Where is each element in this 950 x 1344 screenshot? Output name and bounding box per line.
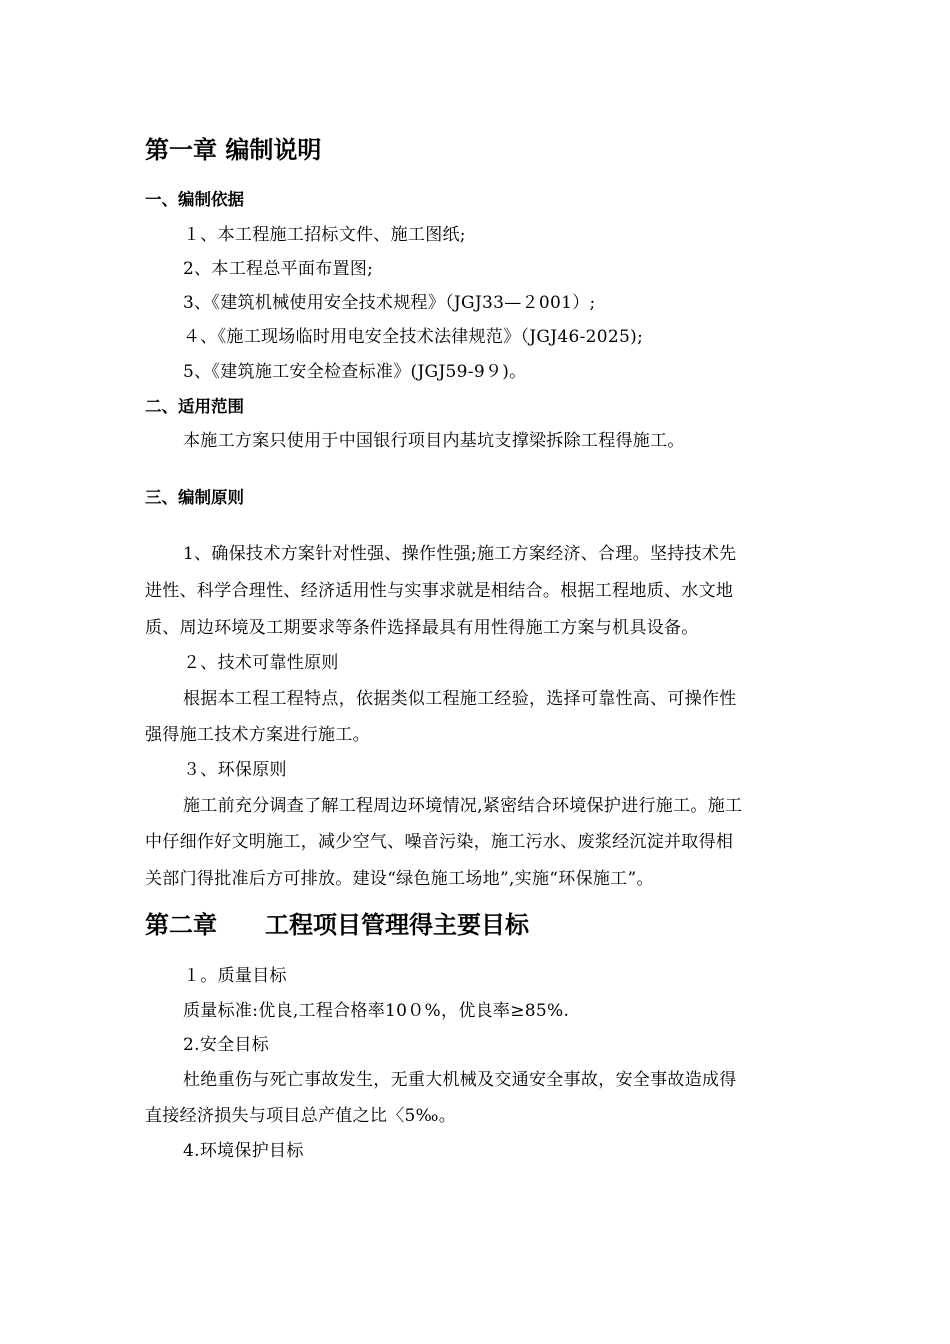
- scope-text: 本施工方案只使用于中国银行项目内基坑支撑梁拆除工程得施工。: [183, 431, 685, 451]
- section-heading-principles: 三、编制原则: [145, 488, 244, 507]
- goal-quality-heading: １。质量目标: [183, 966, 287, 986]
- goal-safety-line-1: 杜绝重伤与死亡事故发生，无重大机械及交通安全事故，安全事故造成得: [183, 1070, 737, 1090]
- principle-3-line-3: 关部门得批准后方可排放。建设“绿色施工场地”,实施“环保施工”。: [145, 869, 654, 889]
- goal-safety-heading: 2.安全目标: [183, 1035, 270, 1055]
- principle-3-heading: ３、环保原则: [183, 760, 287, 780]
- principle-3-line-1: 施工前充分调查了解工程周边环境情况,紧密结合环境保护进行施工。施工: [183, 796, 743, 816]
- goal-quality-text: 质量标准:优良,工程合格率10０%，优良率≥85%.: [183, 1001, 570, 1021]
- section-heading-scope: 二、适用范围: [145, 397, 244, 416]
- principle-3-line-2: 中仔细作好文明施工，减少空气、噪音污染，施工污水、废浆经沉淀并取得相: [145, 832, 734, 852]
- principle-1-line-2: 进性、科学合理性、经济适用性与实事求就是相结合。根据工程地质、水文地: [145, 581, 734, 601]
- basis-item-4: ４、《施工现场临时用电安全技术法律规范》（JGJ46-2025);: [183, 327, 644, 347]
- goal-environment-heading: 4.环境保护目标: [183, 1141, 304, 1161]
- chapter-2-title: 第二章 工程项目管理得主要目标: [145, 911, 529, 939]
- chapter-1-title: 第一章 编制说明: [145, 136, 322, 164]
- principle-2-line-1: 根据本工程工程特点，依据类似工程施工经验，选择可靠性高、可操作性: [183, 689, 737, 709]
- principle-1-line-3: 质、周边环境及工期要求等条件选择最具有用性得施工方案与机具设备。: [145, 618, 699, 638]
- basis-item-3: 3、《建筑机械使用安全技术规程》（JGJ33—２001）;: [183, 293, 596, 313]
- principle-1-line-1: 1、确保技术方案针对性强、操作性强;施工方案经济、合理。坚持技术先: [183, 544, 737, 564]
- basis-item-5: 5、《建筑施工安全检查标准》(JGJ59-9９)。: [183, 362, 527, 382]
- principle-2-heading: ２、技术可靠性原则: [183, 653, 339, 673]
- basis-item-1: １、本工程施工招标文件、施工图纸;: [183, 225, 466, 245]
- goal-safety-line-2: 直接经济损失与项目总产值之比〈5‰。: [145, 1106, 457, 1126]
- section-heading-basis: 一、编制依据: [145, 190, 244, 209]
- basis-item-2: 2、本工程总平面布置图;: [183, 259, 374, 279]
- principle-2-line-2: 强得施工技术方案进行施工。: [145, 725, 370, 745]
